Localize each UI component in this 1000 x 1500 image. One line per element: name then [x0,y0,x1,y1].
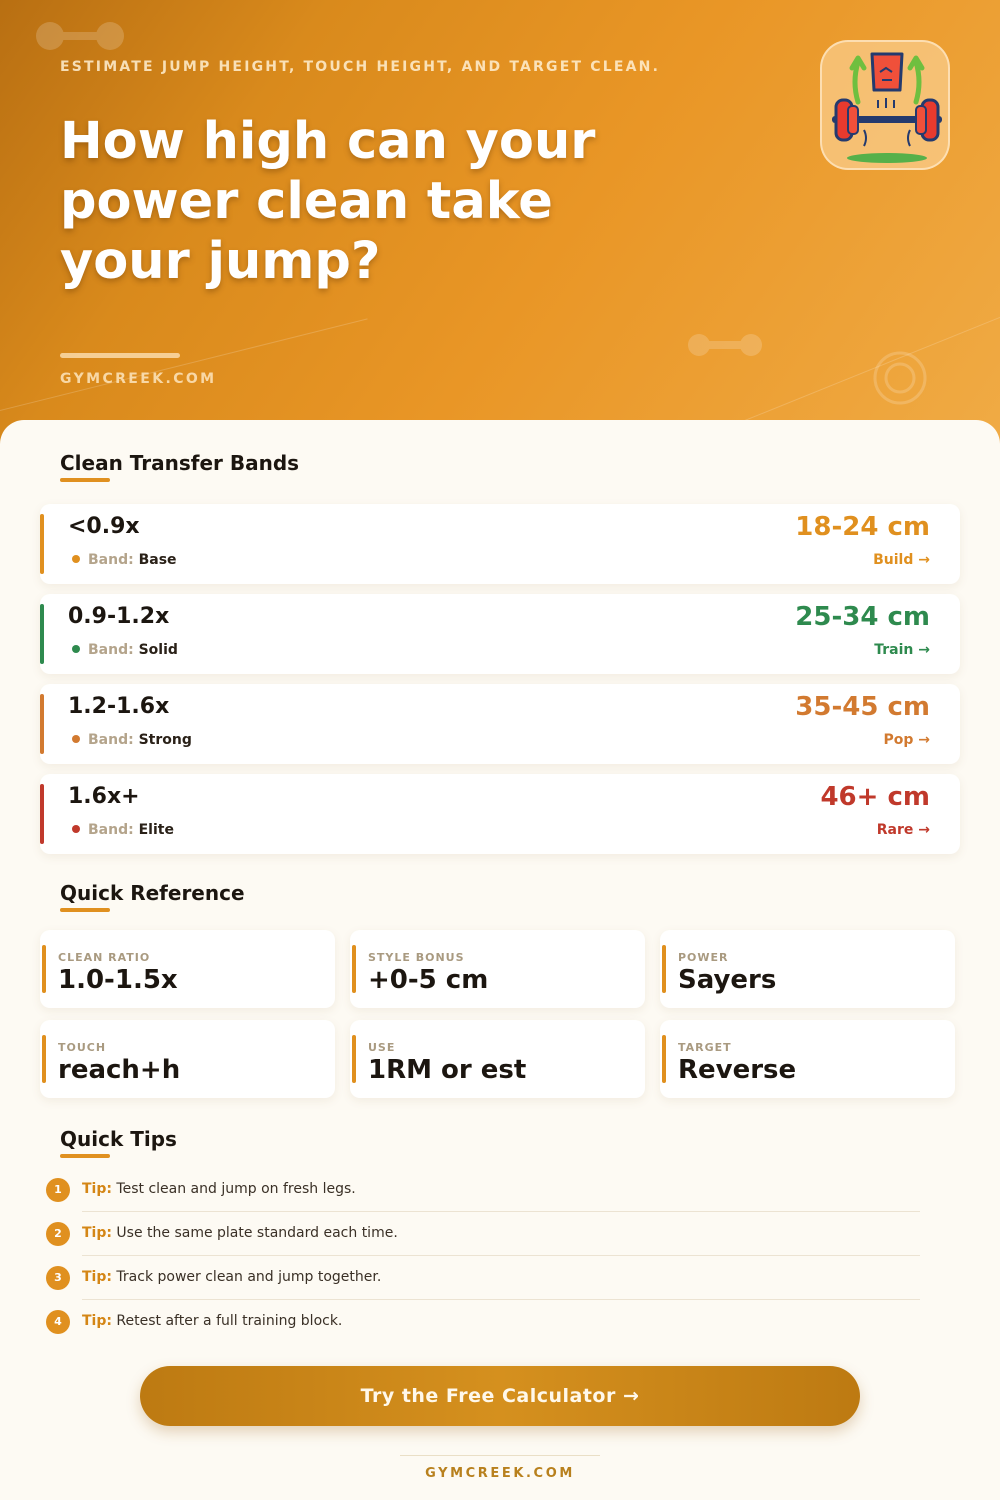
tip-divider [82,1211,920,1212]
band-meta [72,822,174,838]
tip-label: Tip: [82,1313,112,1329]
tip-divider [82,1255,920,1256]
tip-text: Use the same plate standard each time. [116,1225,398,1241]
reference-label: STYLE BONUS [368,951,465,964]
band-accent-bar [40,694,44,754]
band-action-link[interactable]: Rare → [876,822,930,838]
reference-value: +0-5 cm [368,965,489,995]
band-card-elite[interactable] [40,774,960,854]
reference-accent-bar [42,1035,46,1083]
hero-site-link[interactable]: GYMCREEK.COM [60,371,217,387]
band-label: Band: [88,642,134,658]
band-meta [72,642,178,658]
tip-text: Retest after a full training block. [116,1313,343,1329]
reference-card-target [660,1020,955,1098]
band-meta [72,552,177,568]
tip-item [46,1266,920,1310]
band-ratio: <0.9x [68,514,140,539]
tip-text-line [82,1181,356,1197]
reference-label: USE [368,1041,396,1054]
reference-label: TARGET [678,1041,732,1054]
band-range: 35-45 cm [795,692,930,722]
reference-card-clean-ratio [40,930,335,1008]
band-name: Elite [138,822,174,838]
band-accent-bar [40,514,44,574]
band-dot-icon [72,645,80,653]
band-name: Base [138,552,177,568]
reference-accent-bar [662,945,666,993]
section-underline [60,908,110,912]
tip-number-badge: 3 [46,1266,70,1290]
hero-banner [0,0,1000,460]
reference-card-style-bonus [350,930,645,1008]
band-action-link[interactable]: Build → [873,552,930,568]
band-range: 25-34 cm [795,602,930,632]
reference-accent-bar [352,1035,356,1083]
tip-text-line [82,1269,381,1285]
band-ratio: 1.6x+ [68,784,140,809]
reference-card-power [660,930,955,1008]
tip-item [46,1310,920,1354]
reference-card-use [350,1020,645,1098]
reference-value: 1.0-1.5x [58,965,178,995]
tip-label: Tip: [82,1269,112,1285]
band-accent-bar [40,604,44,664]
tip-label: Tip: [82,1225,112,1241]
band-card-solid[interactable] [40,594,960,674]
band-action-link[interactable]: Pop → [883,732,930,748]
band-label: Band: [88,552,134,568]
tip-number-badge: 4 [46,1310,70,1334]
tip-label: Tip: [82,1181,112,1197]
reference-label: POWER [678,951,729,964]
decorative-line [0,318,368,421]
band-dot-icon [72,555,80,563]
tip-divider [82,1299,920,1300]
band-dot-icon [72,735,80,743]
band-ratio: 1.2-1.6x [68,694,170,719]
hero-tagline: ESTIMATE JUMP HEIGHT, TOUCH HEIGHT, AND TARGET CLEAN. [60,59,661,75]
tip-number-badge: 1 [46,1178,70,1202]
band-name: Strong [138,732,192,748]
dumbbell-decoration-icon [686,332,764,358]
band-ratio: 0.9-1.2x [68,604,170,629]
band-range: 18-24 cm [795,512,930,542]
footer-site-link[interactable]: GYMCREEK.COM [425,1466,575,1481]
reference-value: Reverse [678,1055,797,1085]
hero-divider [60,353,180,358]
tip-text: Test clean and jump on fresh legs. [116,1181,356,1197]
band-card-strong[interactable] [40,684,960,764]
band-name: Solid [138,642,178,658]
plate-decoration-icon [872,350,928,406]
reference-value: 1RM or est [368,1055,527,1085]
reference-card-touch [40,1020,335,1098]
reference-accent-bar [42,945,46,993]
decorative-line [720,303,1000,431]
try-calculator-button[interactable]: Try the Free Calculator → [140,1366,860,1426]
reference-value: reach+h [58,1055,181,1085]
tip-number-badge: 2 [46,1222,70,1246]
section-title-bands: Clean Transfer Bands [60,451,300,475]
barbell-jump-icon [820,40,950,170]
section-underline [60,1154,110,1158]
page-title: How high can your power clean take your jump? [60,112,596,291]
reference-accent-bar [352,945,356,993]
tip-text-line [82,1225,398,1241]
band-label: Band: [88,732,134,748]
tip-text-line [82,1313,342,1329]
tip-text: Track power clean and jump together. [116,1269,382,1285]
band-card-base[interactable] [40,504,960,584]
section-title-reference: Quick Reference [60,881,245,905]
reference-accent-bar [662,1035,666,1083]
section-title-tips: Quick Tips [60,1127,177,1151]
section-underline [60,478,110,482]
band-action-link[interactable]: Train → [874,642,930,658]
band-meta [72,732,192,748]
tip-item [46,1222,920,1266]
reference-label: CLEAN RATIO [58,951,151,964]
footer-divider [400,1455,600,1456]
reference-label: TOUCH [58,1041,107,1054]
dumbbell-decoration-icon [34,20,126,52]
reference-value: Sayers [678,965,777,995]
band-accent-bar [40,784,44,844]
band-dot-icon [72,825,80,833]
band-label: Band: [88,822,134,838]
tip-item [46,1178,920,1222]
band-range: 46+ cm [820,782,930,812]
